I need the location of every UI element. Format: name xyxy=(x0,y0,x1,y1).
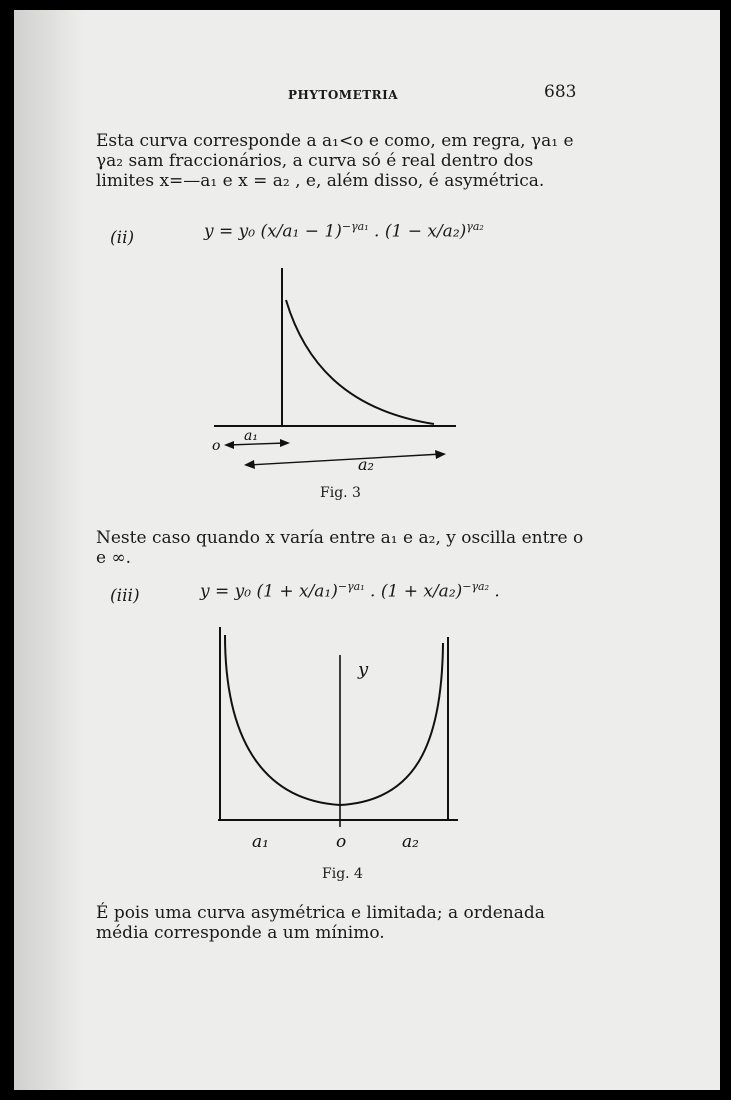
equation-ii-exp1: −γa₁ xyxy=(341,220,369,233)
equation-iii-end: . xyxy=(489,581,500,602)
equation-ii-exp2: γa₂ xyxy=(466,220,484,233)
figure-4-caption: Fig. 4 xyxy=(322,866,363,882)
paragraph-curve-description: Esta curva corresponde a a₁<o e como, em regra, γa₁ e γa₂ sam fraccionários, a curva só é real dentro dos limites x=—a₁ e x = a₂ , e, além disso, é asymétrica. xyxy=(96,131,574,191)
equation-iii-exp2: −γa₂ xyxy=(462,580,490,593)
fig3-a2-label: a₂ xyxy=(358,455,374,474)
fig3-arrow-a2-head-right xyxy=(435,450,446,459)
equation-label-ii: (ii) xyxy=(110,228,135,248)
equation-label-iii: (iii) xyxy=(110,586,140,606)
paragraph-conclusion: É pois uma curva asymétrica e limitada; a ordenada média corresponde a um mínimo. xyxy=(96,903,545,943)
running-header: PHYTOMETRIA xyxy=(288,88,399,102)
fig3-origin-label: o xyxy=(212,438,221,454)
equation-iii-part1: y = y₀ (1 + x/a₁) xyxy=(200,581,338,602)
equation-ii-part2: . (1 − x/a₂) xyxy=(368,221,467,242)
figure-3-diagram xyxy=(194,260,484,475)
equation-iii-part2: . (1 + x/a₂) xyxy=(364,581,463,602)
fig4-y-label: y xyxy=(358,659,369,680)
fig3-a1-label: a₁ xyxy=(244,428,258,444)
fig3-curve xyxy=(286,300,434,424)
equation-ii xyxy=(204,220,484,242)
fig3-arrow-a2 xyxy=(248,454,442,465)
fig4-curve xyxy=(225,635,443,805)
figure-4-diagram xyxy=(210,615,470,860)
fig4-a2-label: a₂ xyxy=(402,832,419,852)
equation-iii-exp1: −γa₁ xyxy=(337,580,365,593)
figure-3-caption: Fig. 3 xyxy=(320,485,361,501)
page-edge-shadow xyxy=(14,10,84,1090)
fig3-arrow-a1-head-left xyxy=(224,441,234,449)
equation-ii-part1: y = y₀ (x/a₁ − 1) xyxy=(204,221,342,242)
fig4-a1-label: a₁ xyxy=(252,832,269,852)
paragraph-oscillation: Neste caso quando x varía entre a₁ e a₂, y oscilla entre o e ∞. xyxy=(96,528,584,568)
book-page xyxy=(14,10,720,1090)
equation-iii xyxy=(200,580,500,602)
page-number: 683 xyxy=(544,82,577,102)
fig4-origin-label: o xyxy=(336,832,347,852)
fig3-arrow-a1-head-right xyxy=(280,439,290,447)
fig3-arrow-a2-head-left xyxy=(244,460,255,469)
